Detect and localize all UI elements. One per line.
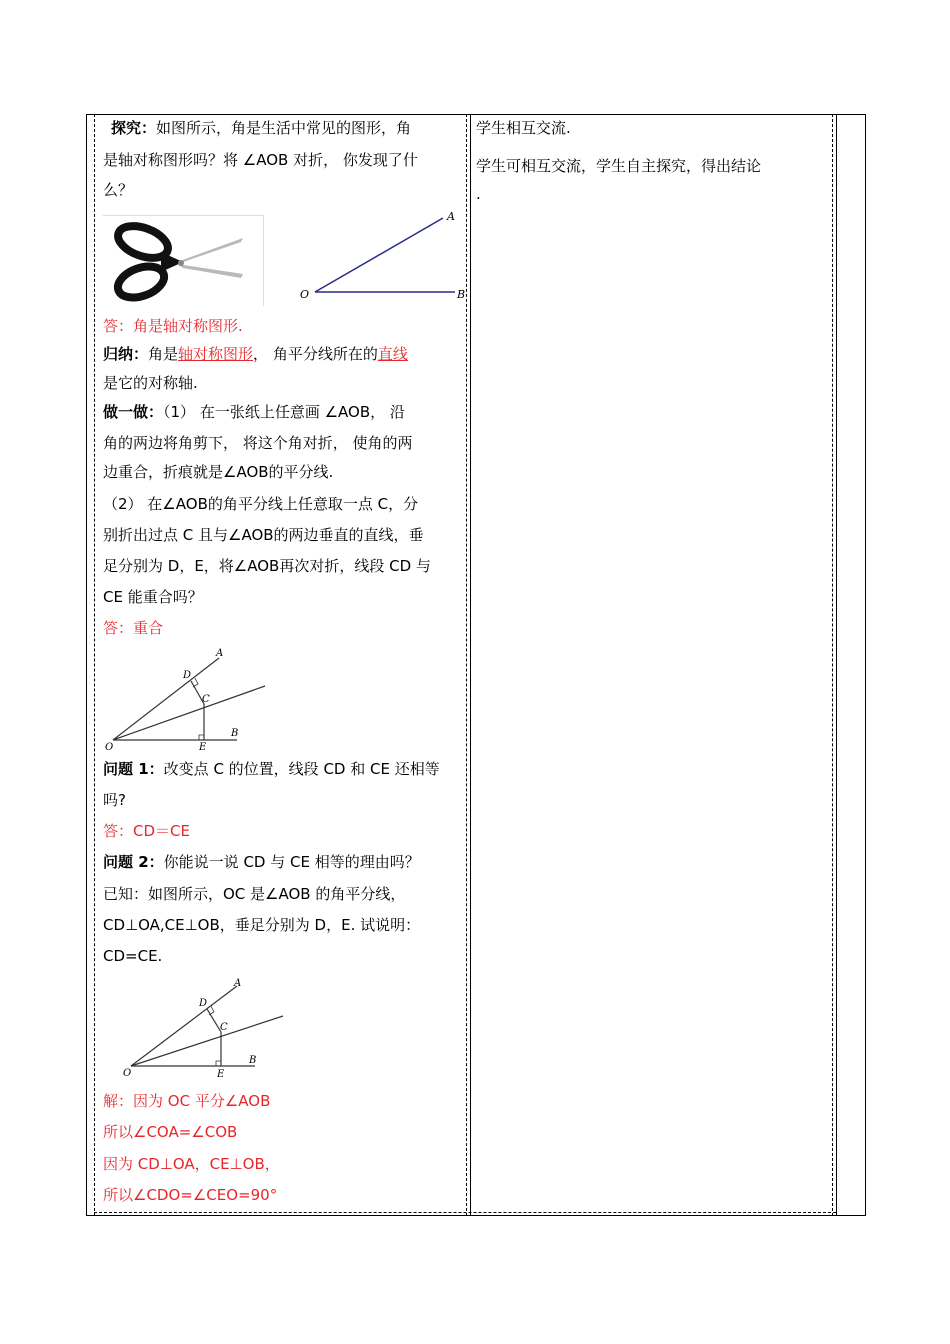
solution-line1: 解：因为 OC 平分∠AOB	[103, 1092, 271, 1110]
summary-line1: 归纳：角是轴对称图形， 角平分线所在的直线	[103, 345, 408, 363]
explore-label: 探究：	[111, 119, 157, 137]
table-column-divider-solid	[470, 114, 471, 1216]
question-1-line2: 吗?	[103, 791, 126, 809]
solution-line3: 因为 CD⊥OA，CE⊥OB，	[103, 1155, 280, 1173]
table-bottom-dashed	[94, 1212, 836, 1213]
solution-line2: 所以∠COA=∠COB	[103, 1123, 238, 1141]
explore-paragraph-line1: 探究：如图所示，角是生活中常见的图形，角	[111, 119, 412, 137]
question-2-label: 问题 2：	[103, 853, 164, 871]
step2-line1: （2） 在∠AOB的角平分线上任意取一点 C，分	[103, 495, 419, 513]
fig3-label-o: O	[123, 1068, 132, 1079]
explore-paragraph-line2: 是轴对称图形吗？将 ∠AOB 对折， 你发现了什	[103, 151, 418, 169]
answer-1: 答：角是轴对称图形.	[103, 317, 243, 335]
question-1-label: 问题 1：	[103, 760, 164, 778]
fig2-label-e: E	[199, 742, 207, 753]
summary-line2: 是它的对称轴.	[103, 374, 198, 392]
solution-line4: 所以∠CDO=∠CEO=90°	[103, 1186, 278, 1204]
fig3-label-c: C	[220, 1022, 228, 1033]
table-right-column	[836, 114, 837, 1216]
fig2-label-d: D	[183, 670, 192, 681]
fig3-label-b: B	[249, 1055, 257, 1066]
answer-3: 答：CD＝CE	[103, 822, 190, 840]
bisector-figure-1	[103, 644, 273, 754]
label-b: B	[457, 288, 466, 301]
given-line2: CD⊥OA,CE⊥OB，垂足分别为 D，E. 试说明：	[103, 916, 421, 934]
fig3-label-d: D	[199, 998, 208, 1009]
fig2-label-c: C	[202, 694, 210, 705]
label-a: A	[447, 210, 455, 223]
tryit-line1: 做一做：（1） 在一张纸上任意画 ∠AOB， 沿	[103, 403, 405, 421]
step2-line3: 足分别为 D，E，将∠AOB再次对折，线段 CD 与	[103, 557, 431, 575]
label-o: O	[300, 288, 310, 301]
step2-line2: 别折出过点 C 且与∠AOB的两边垂直的直线，垂	[103, 526, 424, 544]
student-activity-line1: 学生相互交流.	[476, 119, 571, 137]
scissors-image	[103, 215, 264, 306]
student-activity-line2: 学生可相互交流，学生自主探究，得出结论	[476, 157, 762, 175]
scissors-icon	[103, 216, 263, 306]
fig2-label-a: A	[216, 648, 224, 659]
tryit-line2: 角的两边将角剪下， 将这个角对折， 使角的两	[103, 434, 413, 452]
summary-blank-1: 轴对称图形	[178, 345, 254, 363]
step2-line4: CE 能重合吗？	[103, 588, 203, 606]
summary-blank-2: 直线	[377, 345, 408, 363]
table-inner-right-border	[832, 114, 833, 1216]
question-2-line: 问题 2：你能说一说 CD 与 CE 相等的理由吗？	[103, 853, 420, 871]
given-line1: 已知：如图所示，OC 是∠AOB 的角平分线，	[103, 885, 406, 903]
angle-aob-figure	[293, 208, 469, 308]
fig3-label-e: E	[217, 1069, 225, 1080]
tryit-line3: 边重合，折痕就是∠AOB的平分线.	[103, 463, 334, 481]
explore-paragraph-line3: 么？	[103, 181, 134, 199]
fig2-label-b: B	[231, 728, 239, 739]
fig2-label-o: O	[105, 742, 114, 753]
tryit-label: 做一做：	[103, 403, 164, 421]
fig3-label-a: A	[234, 978, 242, 989]
student-activity-line3: .	[476, 185, 481, 203]
summary-label: 归纳：	[103, 345, 149, 363]
bisector-figure-2	[121, 974, 291, 1084]
question-1-line1: 问题 1：改变点 C 的位置，线段 CD 和 CE 还相等	[103, 760, 440, 778]
answer-2: 答：重合	[103, 619, 164, 637]
table-inner-left-border	[94, 114, 95, 1216]
given-line3: CD=CE.	[103, 947, 163, 965]
